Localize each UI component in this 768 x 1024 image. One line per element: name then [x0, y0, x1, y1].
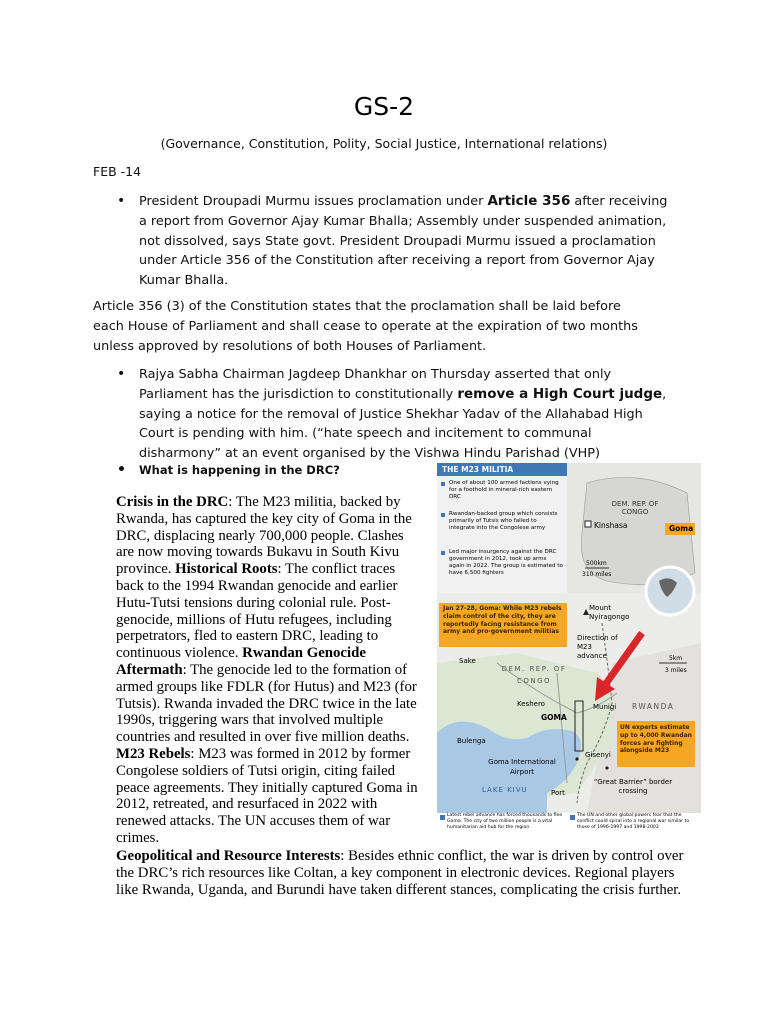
drc-label: DEM. REP. OF CONGO: [501, 665, 567, 685]
bullet-text: , saying a notice for the removal of Justice Shekhar Yadav of the Allahabad High Court is pending with him. (“hate speech and incitement to communal disharmony” at an event organised by the Vishwa Hindu Parishad (VHP): [139, 386, 667, 462]
aftermath-text: : The genocide led to the formation of armed groups like FDLR (for Hutus) and M23 (for Tutsis). Rwanda invaded the DRC twice in the late 1990s, triggering wars that involved multiple countries and resulted in over five million deaths.: [116, 661, 417, 746]
footer-right-text: The UN and other global powers fear that the conflict could spiral into a regional war similar to those of 1996-1997 and 1998-2003: [577, 813, 690, 830]
geopolitics-heading: Geopolitical and Resource Interests: [116, 848, 341, 864]
footer-left-text: Latest rebel advance has forced thousands to flee Goma. The city of two million people is a vital humanitarian aid hub for the region: [447, 813, 563, 830]
bullet-bold: remove a High Court judge: [457, 385, 663, 402]
barrier-marker: [605, 766, 608, 769]
roots-text: : The conflict traces back to the 1994 Rwandan genocide and earlier Hutu-Tutsi tensions during colonial rule. Post-genocide, millions of Hutu refugees, including perpetrators, fled to eastern DRC, leading to continuous violence.: [116, 561, 398, 662]
lake-kivu-label: LAKE KIVU: [482, 786, 528, 794]
goma-tag-label: Goma: [669, 524, 694, 533]
date-label: FEB -14: [93, 164, 142, 179]
bullet-text: after receiving a report from Governor Ajay Kumar Bhalla; Assembly under suspended animation, not dissolved, says State govt. President Droupadi Murmu issued a proclamation under Article 356 of the Constitution after receiving a report from Governor Ajay Kumar Bhalla.: [139, 194, 668, 289]
fact-bullet: [441, 551, 445, 555]
volcano-label: Mount Nyiragongo: [589, 604, 630, 621]
m23-text: : M23 was formed in 2012 by former Congolese soldiers of Tutsi origin, citing failed peace agreements. They initially captured Goma in 2012, retreated, and resurfaced in 2022 with renewed attacks. The UN accuses them of war crimes.: [116, 745, 418, 846]
port-label: Port: [551, 789, 565, 797]
direction-label: Direction of M23 advance: [577, 634, 618, 660]
page-subtitle: (Governance, Constitution, Polity, Social Justice, International relations): [160, 136, 608, 151]
crisis-heading: Crisis in the DRC: [116, 494, 229, 510]
kinshasa-marker: [585, 521, 591, 527]
fact-1: One of about 100 armed factions vying for a foothold in mineral-rich eastern DRC: [449, 480, 559, 500]
crisis-paragraph: [116, 494, 421, 847]
bulenga-label: Bulenga: [457, 737, 486, 745]
scale2-km: 5km: [669, 655, 683, 662]
inset-country-label: DEM. REP. OF CONGO: [611, 500, 659, 516]
roots-heading: Historical Roots: [175, 561, 278, 578]
legend-square: [570, 815, 575, 820]
geopolitics-paragraph: [116, 848, 686, 898]
sake-label: Sake: [459, 657, 476, 665]
bullet-text: President Droupadi Murmu issues proclamation under: [139, 194, 488, 209]
article-paragraph: Article 356 (3) of the Constitution states that the proclamation shall be laid before each House of Parliament and shall cease to operate at the expiration of two months unless approved by resolutions of both Houses of Parliament.: [93, 299, 638, 354]
bullet-drc-question: [117, 461, 429, 481]
munigi-label: Munigi: [593, 703, 617, 711]
callout-right-text: UN experts estimate up to 4,000 Rwandan forces are fighting alongside M23: [620, 724, 692, 755]
geopolitics-text: : Besides ethnic conflict, the war is driven by control over the DRC’s rich resources like Coltan, a key component in electronic devices. Regional players like Rwanda, Uganda, and Burundi have taken different stances, complicating the crisis further.: [116, 848, 684, 898]
legend-square: [440, 815, 445, 820]
m23-heading: M23 Rebels: [116, 745, 191, 762]
bullet-dot: •: [117, 366, 126, 382]
airport-label: Goma International Airport: [488, 758, 556, 776]
bullet-article-356: [117, 192, 669, 291]
fact-bullet: [441, 482, 445, 486]
map-header-label: THE M23 MILITIA: [442, 465, 514, 474]
kinshasa-label: Kinshasa: [594, 521, 628, 530]
m23-map-figure: [437, 463, 701, 838]
inset-scale-km: 500km: [586, 560, 607, 567]
fact-2: Rwandan-backed group which consists primarily of Tutsis who failed to integrate into the Congolese army: [449, 511, 558, 531]
bullet-high-court-judge: [117, 365, 674, 464]
bullet-text: What is happening in the DRC?: [139, 463, 340, 477]
callout-left-text: Jan 27-28, Goma: While M23 rebels claim control of the city, they are reportedly facing resistance from army and pro-government militias: [443, 605, 562, 636]
bullet-dot: •: [117, 462, 126, 478]
keshero-label: Keshero: [517, 700, 545, 708]
gisenyi-label: Gisenyi: [585, 751, 611, 759]
fact-3: Led major insurgency against the DRC government in 2012, took up arms again in 2022. The group is estimated to have 6,500 fighters: [449, 549, 563, 576]
bullet-dot: •: [117, 193, 126, 209]
page-title: GS-2: [353, 92, 415, 121]
aftermath-heading: Rwandan Genocide Aftermath: [116, 645, 366, 678]
fact-bullet: [441, 513, 445, 517]
bullet-text: Rajya Sabha Chairman Jagdeep Dhankhar on Thursday asserted that only Parliament has the jurisdiction to constitutionally: [139, 367, 612, 402]
crisis-text: : The M23 militia, backed by Rwanda, has captured the key city of Goma in the DRC, displacing nearly 700,000 people. Clashes are now moving towards Bukavu in South Kivu province.: [116, 494, 412, 578]
goma-label: GOMA: [541, 713, 567, 722]
scale2-mi: 3 miles: [665, 667, 687, 674]
bullet-bold: Article 356: [487, 193, 571, 209]
rwanda-label: RWANDA: [632, 702, 675, 711]
airport-marker: [575, 757, 578, 760]
barrier-label: “Great Barrier” border crossing: [593, 778, 673, 795]
inset-scale-mi: 310 miles: [582, 571, 612, 578]
